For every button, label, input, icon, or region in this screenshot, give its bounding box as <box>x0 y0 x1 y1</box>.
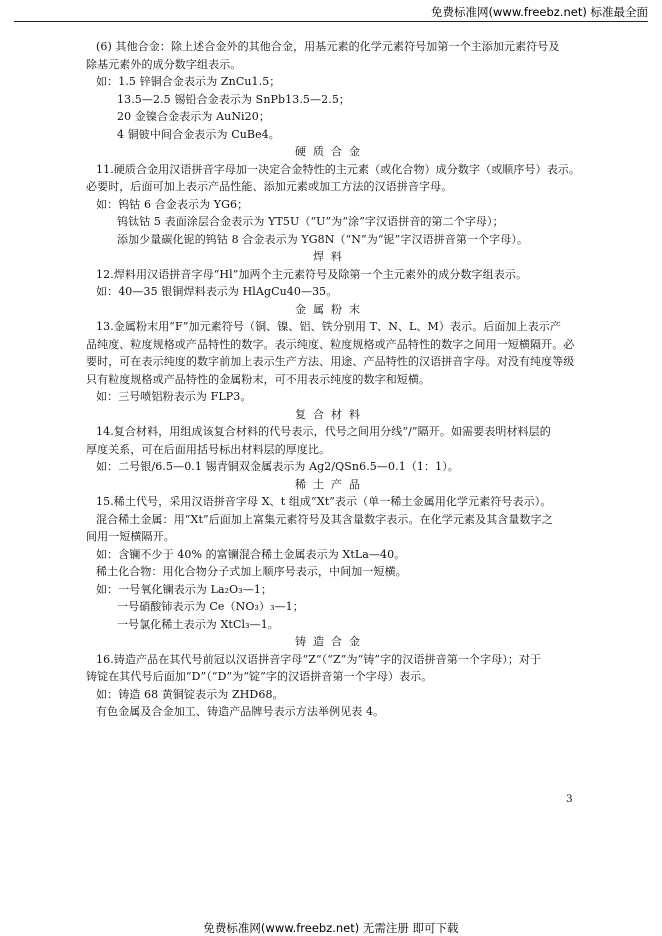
page-number: 3 <box>566 793 573 805</box>
text-line: 如：铸造 68 黄铜锭表示为 ZHD68。 <box>96 688 284 701</box>
text-line: 如：40—35 银铜焊料表示为 HlAgCu40—35。 <box>96 285 338 298</box>
section-heading: 复合材料 <box>295 408 367 421</box>
site-footer: 免费标准网(www.freebz.net) 无需注册 即可下载 <box>203 921 459 935</box>
text-line: 要时，可在表示纯度的数字前加上表示生产方法、用途、产品特性的汉语拼音字母。对没有纯度等级 <box>86 355 575 368</box>
text-line: 有色金属及合金加工、铸造产品牌号表示方法举例见表 4。 <box>96 705 385 718</box>
text-line: 稀土化合物：用化合物分子式加上顺序号表示，中间加一短横。 <box>96 565 407 578</box>
text-line: 如：含镧不少于 40% 的富镧混合稀土金属表示为 XtLa—40。 <box>96 548 406 561</box>
section-heading: 焊料 <box>313 250 349 263</box>
text-line: 间用一短横隔开。 <box>86 530 175 543</box>
text-line: 15.稀土代号，采用汉语拼音字母 X、t 组成“Xt”表示（单一稀土金属用化学元素符号表示）。 <box>96 495 552 508</box>
text-line: 品纯度、粒度规格或产品特性的数字。表示纯度、粒度规格或产品特性的数字之间用一短横隔开。必 <box>86 338 575 351</box>
text-line: (6) 其他合金：除上述合金外的其他合金，用基元素的化学元素符号加第一个主添加元素符号及 <box>96 40 560 53</box>
text-line: 如：三号喷铝粉表示为 FLP3。 <box>96 390 252 403</box>
text-line: 除基元素外的成分数字组表示。 <box>86 58 242 71</box>
text-line: 12.焊料用汉语拼音字母“Hl”加两个主元素符号及除第一个主元素外的成分数字组表示。 <box>96 268 528 281</box>
header-rule <box>14 21 648 22</box>
text-line: 添加少量碳化铌的钨钴 8 合金表示为 YG8N（“N”为“铌”字汉语拼音第一个字母）。 <box>117 233 529 246</box>
text-line: 必要时，后面可加上表示产品性能、添加元素或加工方法的汉语拼音字母。 <box>86 180 453 193</box>
text-line: 一号氯化稀土表示为 XtCl₃—1。 <box>117 618 279 631</box>
text-line: 一号硝酸铈表示为 Ce（NO₃）₃—1； <box>117 600 304 613</box>
text-line: 如：1.5 锌铜合金表示为 ZnCu1.5； <box>96 75 281 88</box>
text-line: 如：钨钴 6 合金表示为 YG6； <box>96 198 249 211</box>
site-header: 免费标准网(www.freebz.net) 标准最全面 <box>431 5 648 19</box>
text-line: 11.硬质合金用汉语拼音字母加一决定合金特性的主元素（或化合物）成分数字（或顺序号）表示。 <box>96 163 580 176</box>
section-heading: 铸造合金 <box>295 635 367 648</box>
text-line: 14.复合材料，用组成该复合材料的代号表示，代号之间用分线“/”隔开。如需要表明材料层的 <box>96 425 551 438</box>
text-line: 铸锭在其代号后面加“D”（“D”为“锭”字的汉语拼音第一个字母）表示。 <box>86 670 433 683</box>
text-line: 20 金镍合金表示为 AuNi20； <box>117 110 270 123</box>
section-heading: 硬质合金 <box>295 145 367 158</box>
text-line: 钨钛钴 5 表面涂层合金表示为 YT5U（“U”为“涂”字汉语拼音的第二个字母）； <box>117 215 504 228</box>
section-heading: 稀土产品 <box>295 478 367 491</box>
text-line: 混合稀土金属：用“Xt”后面加上富集元素符号及其含量数字表示。在化学元素及其含量数字之 <box>96 513 553 526</box>
text-line: 如：二号银/6.5—0.1 锡青铜双金属表示为 Ag2/QSn6.5—0.1（1：1）。 <box>96 460 459 473</box>
text-line: 厚度关系，可在后面用括号标出材料层的厚度比。 <box>86 443 331 456</box>
text-line: 13.金属粉末用“F”加元素符号（铜、镍、铝、铁分别用 T、N、L、M）表示。后面加上表示产 <box>96 320 561 333</box>
text-line: 13.5—2.5 锡铅合金表示为 SnPb13.5—2.5； <box>117 93 351 106</box>
text-line: 16.铸造产品在其代号前冠以汉语拼音字母“Z”（“Z”为“铸”字的汉语拼音第一个字母）；对于 <box>96 653 542 666</box>
text-line: 如：一号氧化镧表示为 La₂O₃—1； <box>96 583 273 596</box>
text-line: 只有粒度规格或产品特性的金属粉末，可不用表示纯度的数字和短横。 <box>86 373 431 386</box>
text-line: 4 铜铍中间合金表示为 CuBe4。 <box>117 128 280 141</box>
section-heading: 金属粉末 <box>295 303 367 316</box>
